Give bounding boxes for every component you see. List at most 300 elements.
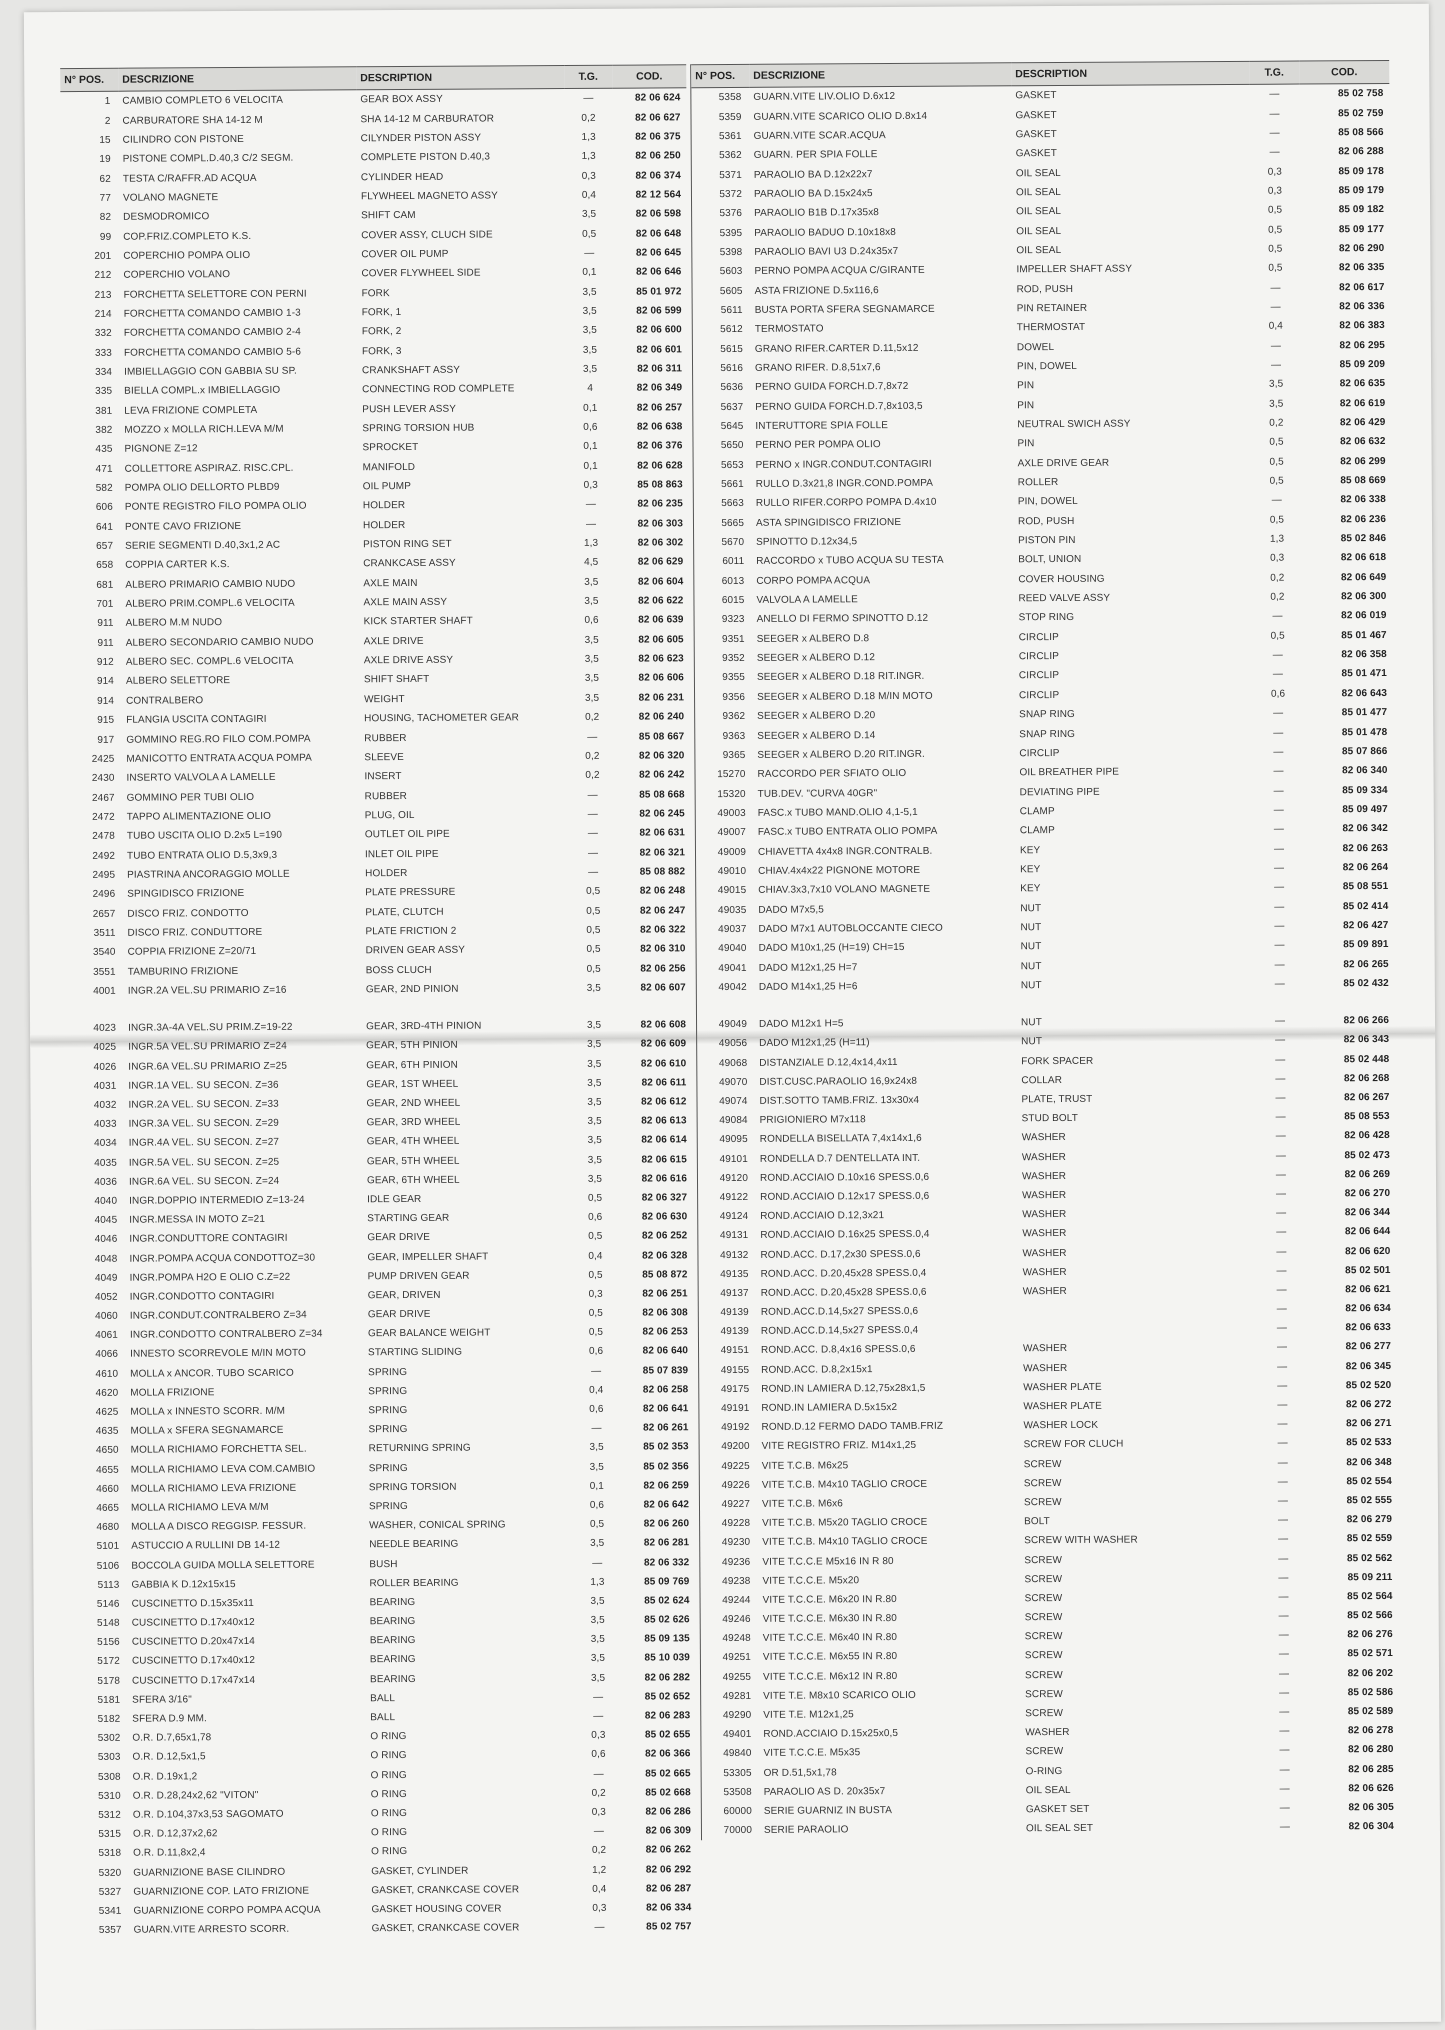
part-position: 15270: [717, 769, 746, 781]
part-description-en: GEAR, 6TH WHEEL: [366, 1174, 460, 1186]
parts-table-left: [60, 64, 697, 1940]
part-description-it: FORCHETTA COMANDO CAMBIO 2-4: [123, 326, 301, 340]
part-description-it: INGR.POMPA H2O E OLIO C.Z=22: [129, 1271, 291, 1284]
part-code: 82 06 615: [641, 1153, 687, 1166]
part-tg: —: [1277, 1476, 1288, 1488]
part-tg: 3,5: [581, 209, 597, 221]
part-position: 53305: [723, 1767, 752, 1779]
part-position: 53508: [723, 1786, 752, 1798]
part-description-it: ROND.ACC. D.20,45x28 SPESS.0,6: [760, 1286, 927, 1299]
part-code: 82 06 610: [640, 1057, 687, 1070]
part-description-en: NUT: [1020, 922, 1042, 934]
part-description-it: INGR.POMPA ACQUA CONDOTTOZ=30: [129, 1252, 316, 1265]
part-tg: 3,5: [587, 1115, 602, 1128]
part-tg: 0,2: [585, 770, 600, 782]
part-position: 213: [94, 289, 112, 301]
part-description-en: IDLE GEAR: [367, 1193, 422, 1206]
part-position: 606: [95, 502, 113, 514]
part-description-it: PARAOLIO BAVI U3 D.24x35x7: [754, 245, 899, 258]
part-position: 4046: [94, 1234, 118, 1246]
part-position: 2657: [92, 908, 116, 920]
part-tg: —: [585, 518, 597, 530]
part-description-en: OIL SEAL: [1016, 206, 1062, 218]
header-tg: T.G.: [564, 65, 612, 88]
part-position: 49248: [722, 1633, 751, 1645]
part-description-it: INGR.CONDUTTORE CONTAGIRI: [129, 1233, 288, 1246]
part-position: 5181: [97, 1694, 121, 1706]
part-code: 85 08 553: [1344, 1111, 1390, 1123]
part-tg: —: [1269, 127, 1280, 139]
part-tg: 4: [587, 383, 594, 395]
part-code: 82 06 285: [1348, 1763, 1394, 1775]
part-tg: 0,5: [586, 963, 601, 975]
part-position: 2472: [92, 811, 115, 823]
part-position: 2478: [92, 831, 115, 843]
part-position: 5312: [98, 1809, 121, 1821]
part-code: 82 06 598: [635, 208, 682, 220]
part-description-it: INGR.3A VEL. SU SECON. Z=29: [128, 1117, 279, 1130]
part-description-en: SCREW: [1023, 1496, 1062, 1509]
part-tg: —: [1270, 359, 1282, 371]
part-tg: 3,5: [584, 634, 599, 646]
part-position: 49228: [721, 1518, 751, 1530]
part-description-en: CRANKSHAFT ASSY: [362, 364, 461, 377]
part-description-it: VITE T.C.B. M4x10 TAGLIO CROCE: [761, 1478, 928, 1491]
part-tg: —: [1278, 1649, 1289, 1661]
part-tg: —: [1276, 1303, 1287, 1315]
part-tg: —: [1276, 1284, 1287, 1296]
part-description-it: MOLLA x ANCOR. TUBO SCARICO: [130, 1367, 294, 1380]
part-description-it: GUARN.VITE LIV.OLIO D.6x12: [753, 91, 896, 104]
part-tg: 3,5: [584, 673, 600, 685]
part-tg: 0,6: [588, 1346, 604, 1358]
part-position: 49120: [719, 1172, 749, 1184]
part-tg: —: [587, 808, 598, 820]
part-description-it: PARAOLIO BADUO D.10x18x8: [754, 226, 896, 239]
part-code: 82 06 248: [639, 885, 686, 897]
part-description-en: MANIFOLD: [362, 461, 416, 473]
part-description-en: KICK STARTER SHAFT: [363, 616, 473, 628]
part-description-it: ROND.ACCIAIO D.15x25x0,5: [763, 1728, 899, 1741]
part-description-it: ALBERO PRIMARIO CAMBIO NUDO: [125, 578, 296, 591]
part-position: 49244: [722, 1594, 751, 1606]
part-code: 82 06 639: [638, 614, 684, 627]
part-description-en: WASHER: [1022, 1189, 1067, 1202]
part-tg: —: [1279, 1706, 1290, 1718]
part-description-en: PLATE, TRUST: [1021, 1093, 1093, 1106]
header-pos: N° POS.: [691, 64, 749, 87]
part-position: 914: [96, 676, 114, 688]
part-position: 335: [95, 386, 113, 398]
part-description-en: WASHER: [1022, 1228, 1067, 1240]
part-tg: 0,2: [581, 112, 596, 124]
part-description-it: SEEGER x ALBERO D.12: [756, 652, 876, 664]
part-code: 82 06 245: [639, 808, 685, 820]
part-position: 5637: [720, 401, 744, 413]
part-tg: —: [1276, 1226, 1287, 1238]
part-description-en: [1019, 1300, 1257, 1321]
part-tg: 0,6: [1270, 688, 1286, 700]
part-code: 82 06 383: [1339, 320, 1385, 332]
part-code: 82 06 642: [643, 1499, 690, 1511]
part-tg: —: [1274, 881, 1285, 893]
part-description-en: O RING: [370, 1731, 407, 1743]
part-description-en: WASHER: [1021, 1132, 1066, 1144]
part-position: 911: [97, 637, 114, 649]
part-description-en: PIN, DOWEL: [1017, 496, 1078, 508]
part-description-it: MOLLA RICHIAMO FORCHETTA SEL.: [130, 1443, 307, 1457]
part-description-en: NUT: [1021, 1036, 1043, 1048]
part-position: 49191: [721, 1402, 750, 1415]
part-description-en: PLATE PRESSURE: [365, 886, 456, 899]
part-position: 49015: [717, 885, 747, 897]
part-tg: —: [1273, 843, 1285, 855]
part-tg: 0,1: [583, 441, 598, 453]
part-position: 5318: [98, 1848, 122, 1860]
part-description-it: CUSCINETTO D.17x47x14: [132, 1674, 256, 1687]
part-description-it: RACCORDO PER SFIATO OLIO: [757, 768, 907, 781]
part-position: 5670: [721, 536, 745, 549]
part-position: 6011: [722, 556, 745, 568]
part-position: 5603: [719, 266, 743, 278]
part-description-en: FORK SPACER: [1021, 1055, 1094, 1067]
part-code: 82 06 616: [641, 1173, 688, 1185]
part-position: 214: [94, 308, 112, 320]
part-description-en: O RING: [370, 1750, 407, 1762]
part-position: 4048: [94, 1253, 118, 1265]
part-position: 4034: [94, 1138, 117, 1150]
part-tg: 0,4: [588, 1250, 603, 1262]
part-position: 4045: [94, 1214, 118, 1227]
part-position: 471: [95, 463, 113, 475]
part-description-it: VITE T.C.C.E. M5x20: [762, 1574, 860, 1587]
part-code: 82 06 261: [643, 1422, 689, 1434]
part-description-it: MOLLA x INNESTO SCORR. M/M: [130, 1405, 286, 1418]
part-description-it: IMBIELLAGGIO CON GABBIA SU SP.: [124, 365, 297, 378]
part-code: 82 06 640: [642, 1345, 689, 1357]
part-description-en: O RING: [370, 1807, 408, 1820]
part-code: 82 06 267: [1344, 1091, 1390, 1104]
part-description-it: CILINDRO CON PISTONE: [122, 133, 244, 146]
part-tg: —: [1270, 282, 1281, 294]
part-tg: 0,5: [582, 228, 597, 240]
header-descrizione: DESCRIZIONE: [749, 63, 1011, 88]
part-description-en: WASHER: [1023, 1343, 1068, 1355]
part-code: 85 02 652: [644, 1691, 691, 1703]
part-code: 82 06 344: [1344, 1207, 1391, 1219]
part-code: 85 09 211: [1347, 1571, 1393, 1583]
part-tg: 0,4: [592, 1883, 607, 1895]
part-code: 82 06 277: [1345, 1341, 1392, 1353]
part-tg: 0,3: [592, 1902, 607, 1914]
part-description-en: CYLINDER HEAD: [360, 171, 444, 183]
part-description-en: COMPLETE PISTON D.40,3: [360, 151, 491, 164]
part-description-it: O.R. D.7,65x1,78: [132, 1732, 212, 1744]
part-code: 82 06 635: [1339, 378, 1386, 390]
part-code: 82 06 617: [1339, 281, 1385, 293]
part-tg: —: [1278, 1553, 1289, 1565]
part-position: 332: [94, 328, 112, 340]
part-tg: —: [1279, 1687, 1290, 1699]
header-pos: N° POS.: [60, 68, 118, 91]
part-position: 49290: [722, 1709, 752, 1722]
part-position: 4660: [96, 1483, 119, 1495]
part-description-en: CRANKCASE ASSY: [363, 558, 456, 570]
part-code: 82 06 375: [635, 131, 681, 143]
part-tg: —: [1277, 1514, 1289, 1526]
part-position: 49070: [719, 1076, 748, 1088]
part-description-en: GASKET: [1015, 148, 1057, 160]
part-description-en: GEAR DRIVE: [367, 1308, 431, 1321]
part-description-it: PARAOLIO BA D.15x24x5: [753, 188, 873, 200]
part-position: 681: [96, 579, 114, 591]
part-position: 5182: [97, 1713, 121, 1725]
part-tg: —: [1276, 1265, 1287, 1277]
part-description-en: COVER ASSY, CLUCH SIDE: [361, 229, 493, 241]
part-description-it: PERNO POMPA ACQUA C/GIRANTE: [754, 265, 925, 278]
part-description-en: SCREW: [1023, 1458, 1062, 1470]
part-code: 82 06 328: [642, 1249, 688, 1262]
part-description-en: OIL SEAL: [1015, 186, 1061, 199]
part-description-it: DADO M10x1,25 (H=19) CH=15: [758, 942, 905, 955]
part-code: 82 06 599: [636, 305, 682, 317]
part-description-en: PISTON RING SET: [363, 538, 452, 551]
part-description-it: MOLLA RICHIAMO LEVA FRIZIONE: [130, 1482, 297, 1495]
part-description-it: PISTONE COMPL.D.40,3 C/2 SEGM.: [122, 152, 294, 165]
part-description-it: ROND.ACCIAIO D.10x16 SPESS.0,6: [759, 1171, 930, 1184]
part-position: 5616: [720, 362, 744, 375]
part-description-en: O RING: [370, 1788, 407, 1800]
part-code: 82 06 320: [638, 750, 685, 762]
part-description-en: AXLE DRIVE: [363, 635, 424, 648]
part-position: 4033: [93, 1118, 117, 1131]
part-description-en: RETURNING SPRING: [368, 1442, 471, 1455]
part-position: 49226: [721, 1479, 750, 1491]
part-description-it: VITE T.E. M12x1,25: [763, 1709, 854, 1721]
part-description-it: GUARN.VITE SCARICO OLIO D.8x14: [753, 110, 928, 123]
part-description-it: TUBO ENTRATA OLIO D.5,3x9,3: [126, 849, 278, 862]
part-position: 9323: [721, 614, 745, 626]
part-description-it: DISCO FRIZ. CONDOTTO: [127, 907, 249, 920]
part-description-en: SPRING: [368, 1462, 408, 1474]
part-tg: —: [1279, 1764, 1290, 1776]
part-tg: 1,3: [1269, 533, 1285, 545]
part-description-en: ROLLER BEARING: [369, 1577, 459, 1589]
part-description-it: PONTE REGISTRO FILO POMPA OLIO: [124, 500, 307, 514]
part-position: 49139: [720, 1326, 749, 1338]
part-description-en: SCREW: [1024, 1612, 1063, 1624]
part-description-en: BOLT: [1024, 1516, 1050, 1528]
part-tg: —: [1276, 1342, 1288, 1354]
part-position: 6015: [721, 595, 745, 607]
part-tg: 3,5: [587, 1096, 602, 1108]
part-code: 82 06 279: [1346, 1514, 1393, 1526]
part-description-en: SCREW WITH WASHER: [1024, 1534, 1138, 1547]
part-description-it: ROND.IN LAMIERA D.12,75x28x1,5: [761, 1382, 926, 1395]
part-code: 82 06 231: [638, 692, 685, 704]
part-position: 5308: [97, 1771, 121, 1783]
part-tg: —: [1279, 1821, 1291, 1833]
part-tg: —: [1275, 1130, 1286, 1143]
part-position: 49175: [720, 1383, 750, 1395]
part-description-en: GASKET, CYLINDER: [371, 1865, 469, 1877]
part-description-en: GASKET: [1015, 109, 1057, 121]
part-description-it: VITE T.C.B. M4x10 TAGLIO CROCE: [762, 1536, 928, 1549]
part-tg: —: [1276, 1246, 1287, 1258]
part-tg: —: [588, 866, 599, 878]
part-tg: 0,5: [588, 1327, 604, 1339]
part-tg: —: [1277, 1399, 1288, 1411]
part-tg: 3,5: [584, 595, 599, 608]
part-description-it: VITE T.C.B. M5x20 TAGLIO CROCE: [762, 1516, 928, 1529]
part-code: 82 06 632: [1340, 436, 1386, 448]
part-position: 4625: [95, 1406, 119, 1418]
table-row: [72, 1917, 698, 1940]
part-code: 82 06 605: [638, 634, 684, 646]
part-code: 82 06 253: [642, 1326, 688, 1338]
part-tg: —: [587, 731, 598, 743]
right-column: [690, 60, 1400, 1840]
part-code: 82 06 613: [641, 1115, 687, 1127]
part-code: 85 01 471: [1341, 668, 1387, 680]
part-position: 49040: [718, 943, 747, 955]
part-code: 85 08 882: [639, 866, 686, 878]
header-descrizione: DESCRIZIONE: [118, 67, 356, 91]
part-code: 82 06 641: [642, 1403, 689, 1415]
part-position: 5645: [720, 420, 744, 433]
part-tg: 0,6: [583, 421, 598, 433]
part-position: 77: [99, 192, 112, 204]
part-code: 82 06 427: [1343, 919, 1389, 932]
part-description-en: GASKET SET: [1025, 1803, 1090, 1816]
part-description-en: GEAR, DRIVEN: [367, 1289, 441, 1302]
part-position: 4026: [93, 1061, 117, 1073]
part-position: 9351: [722, 633, 745, 645]
part-description-it: INGR.CONDOTTO CONTAGIRI: [129, 1290, 275, 1303]
part-position: 19: [99, 153, 111, 166]
part-position: 49225: [721, 1460, 750, 1472]
part-position: 49230: [721, 1537, 751, 1549]
part-tg: —: [593, 1691, 604, 1703]
part-description-en: SPRING: [368, 1366, 408, 1378]
part-description-it: ASTA SPINGIDISCO FRIZIONE: [755, 516, 902, 529]
part-description-en: GEAR, IMPELLER SHAFT: [367, 1250, 489, 1263]
part-tg: —: [1273, 765, 1284, 777]
part-code: 82 06 374: [635, 169, 681, 182]
part-tg: 0,1: [589, 1480, 604, 1492]
left-lower-rows: [66, 1015, 698, 1940]
part-position: 3540: [92, 947, 116, 959]
part-description-en: SHA 14-12 M CARBURATOR: [360, 112, 495, 125]
part-position: 49007: [717, 827, 746, 839]
part-description-en: WEIGHT: [364, 693, 405, 706]
part-description-it: DESMODROMICO: [123, 211, 210, 223]
part-description-en: HOLDER: [362, 519, 406, 531]
part-code: 82 06 366: [645, 1748, 691, 1760]
part-position: 4650: [95, 1445, 119, 1457]
part-code: 82 06 631: [639, 827, 685, 839]
part-code: 85 01 478: [1341, 726, 1388, 738]
part-code: 85 09 497: [1342, 803, 1388, 816]
part-description-en: NUT: [1020, 941, 1042, 953]
part-tg: —: [1273, 785, 1284, 797]
part-tg: —: [594, 1921, 605, 1933]
part-description-en: GEAR BOX ASSY: [360, 93, 443, 106]
part-tg: 4,5: [584, 557, 599, 569]
part-tg: —: [1277, 1418, 1288, 1430]
part-position: 49236: [721, 1556, 751, 1568]
part-tg: —: [1275, 1150, 1286, 1162]
part-code: 82 06 327: [641, 1192, 688, 1204]
part-tg: —: [1276, 1322, 1287, 1334]
part-tg: 0,5: [1268, 224, 1283, 236]
part-description-it: MANICOTTO ENTRATA ACQUA POMPA: [126, 752, 312, 765]
part-description-it: ROND.ACC. D.8,2x15x1: [761, 1363, 873, 1376]
part-code: 82 06 268: [1343, 1072, 1390, 1085]
part-description-en: GASKET, CRANKCASE COVER: [371, 1922, 520, 1935]
part-code: 85 02 533: [1346, 1437, 1392, 1449]
part-description-en: SCREW: [1024, 1669, 1063, 1681]
part-tg: 3,5: [587, 1135, 602, 1147]
part-description-it: ASTA FRIZIONE D.5x116,6: [754, 284, 879, 297]
part-tg: —: [1275, 1169, 1287, 1181]
part-description-en: GEAR BALANCE WEIGHT: [367, 1327, 491, 1340]
part-description-en: WASHER LOCK: [1023, 1419, 1099, 1432]
part-description-it: VITE T.C.C.E. M5x35: [763, 1747, 861, 1760]
part-tg: —: [1275, 1188, 1287, 1200]
part-description-en: SCREW: [1024, 1650, 1063, 1662]
part-description-en: CLAMP: [1019, 805, 1055, 818]
part-position: 4665: [96, 1502, 120, 1514]
part-code: 82 06 607: [640, 982, 686, 994]
part-description-it: INNESTO SCORREVOLE M/IN MOTO: [130, 1348, 306, 1361]
parts-table-right: [691, 60, 1400, 1840]
part-position: 5148: [97, 1617, 120, 1629]
part-tg: 0,5: [586, 924, 601, 936]
part-tg: 0,3: [1267, 185, 1283, 197]
part-description-it: COLLETTORE ASPIRAZ. RISC.CPL.: [124, 462, 294, 475]
part-code: 82 06 340: [1342, 765, 1388, 777]
part-code: 85 02 624: [644, 1595, 690, 1607]
part-position: 2496: [92, 889, 116, 901]
part-position: 5395: [719, 227, 743, 239]
part-tg: 3,5: [582, 286, 597, 298]
part-position: 701: [96, 598, 114, 610]
part-tg: —: [1273, 727, 1284, 739]
part-position: 5372: [719, 188, 743, 200]
part-position: 49010: [717, 865, 747, 878]
part-position: 9352: [722, 653, 745, 665]
part-description-it: DIST.SOTTO TAMB.FRIZ. 13x30x4: [759, 1094, 920, 1107]
part-tg: —: [1278, 1668, 1290, 1680]
part-position: 2425: [91, 753, 115, 765]
part-description-en: BEARING: [370, 1673, 416, 1685]
part-description-it: SEEGER x ALBERO D.20: [757, 710, 876, 723]
part-description-en: WASHER: [1025, 1727, 1070, 1739]
part-tg: —: [1275, 1054, 1286, 1066]
part-position: 5156: [97, 1637, 120, 1649]
part-description-it: CUSCINETTO D.20x47x14: [131, 1636, 255, 1648]
part-position: 49084: [719, 1115, 748, 1127]
part-code: 82 06 304: [1348, 1821, 1394, 1833]
part-description-it: SEEGER x ALBERO D.20 RIT.INGR.: [757, 748, 925, 761]
part-position: 49132: [720, 1249, 749, 1261]
part-description-en: NUT: [1020, 960, 1042, 972]
part-code: 85 02 559: [1346, 1533, 1393, 1545]
part-description-en: INSERT: [364, 771, 402, 783]
part-position: 82: [99, 212, 112, 224]
part-code: 85 02 757: [646, 1921, 692, 1933]
